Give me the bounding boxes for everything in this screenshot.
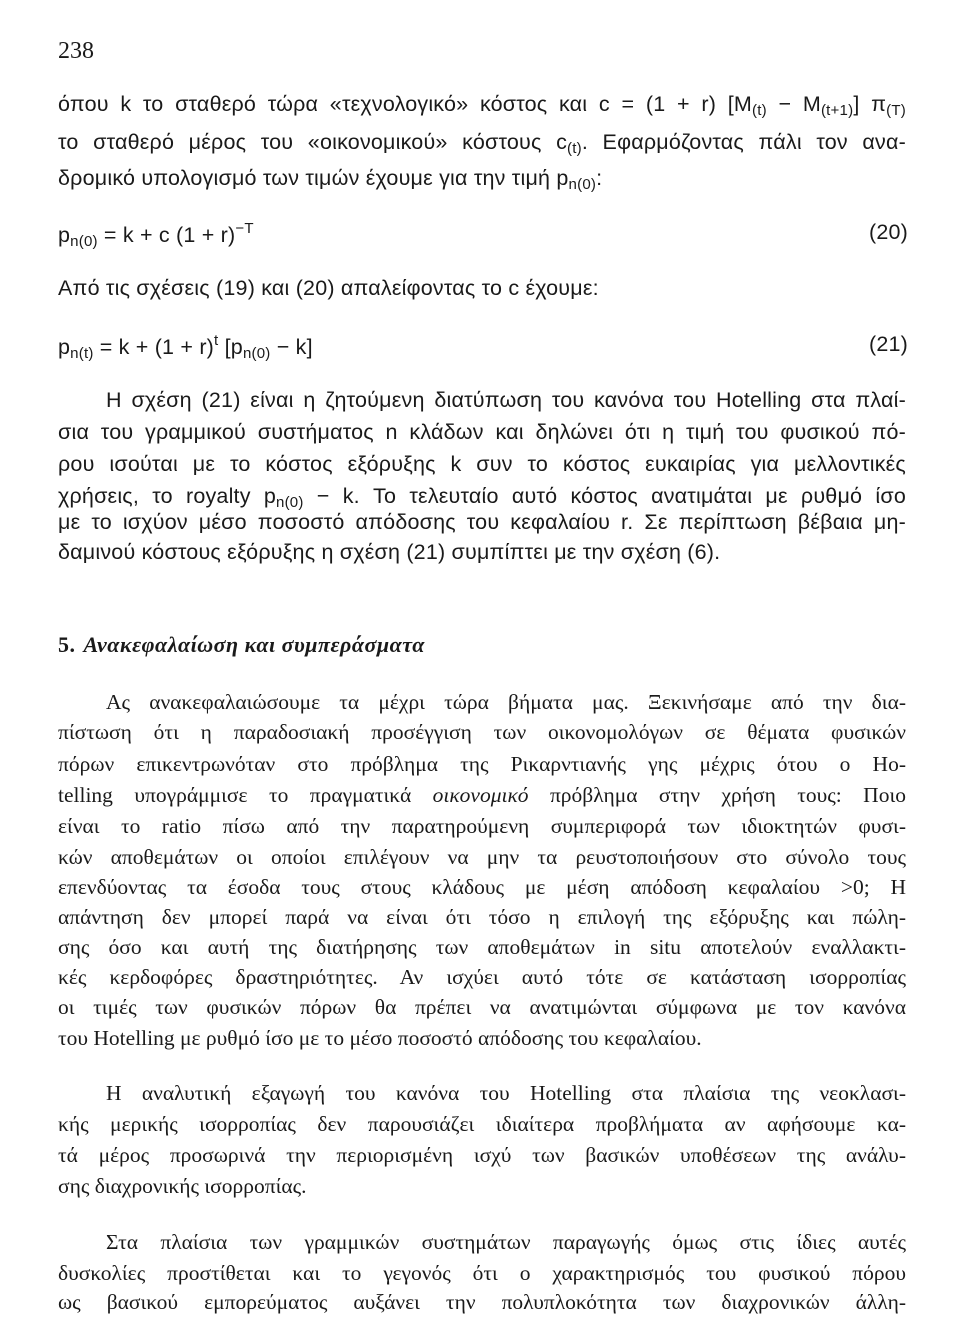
text-line: πίστωση ότι η παραδοσιακή προσέγγιση των οικονομολόγων σε θέματα φυσικών: [58, 720, 906, 744]
equation-number: (21): [868, 332, 908, 356]
text-line: κής μερικής ισορροπίας δεν παρουσιάζει ιδιαίτερα προβλήματα αν αφήσουμε κα-: [58, 1112, 906, 1136]
text-line: είναι το ratio πίσω από την παρατηρούμενη συμπεριφορά των ιδιοκτητών φυσι-: [58, 814, 906, 838]
text-line: δυσκολίες προστίθεται και το γεγονός ότι ο χαρακτηρισμός του φυσικού πόρου: [58, 1261, 906, 1285]
text-line: Η αναλυτική εξαγωγή του κανόνα του Hotelling στα πλαίσια της νεοκλασι-: [106, 1081, 906, 1105]
equation-number: (20): [868, 220, 908, 244]
text-line: επενδύοντας τα έσοδα τους στους κλάδους με μέση απόδοση κεφαλαίου >0; Η: [58, 875, 906, 899]
page-number: 238: [58, 38, 94, 64]
text-line: απάντηση δεν μπορεί παρά να είναι ότι τόσο η επιλογή της εξόρυξης και πώλη-: [58, 905, 906, 929]
text-line: κές κερδοφόρες δραστηριότητες. Αν ισχύει αυτό τότε σε κατάσταση ισορροπίας: [58, 965, 906, 989]
text-line: σης διαχρονικής ισορροπίας.: [58, 1174, 307, 1198]
text-line: σια του γραμμικού συστήματος n κλάδων και δηλώνει ότι η τιμή του φυσικού πό-: [58, 420, 906, 444]
text-line: όπου k το σταθερό τώρα «τεχνολογικό» κόστος και c = (1 + r) $[M_{(t)} - M_{(t+1)}]$ $\pi_{(T)}$: [58, 92, 906, 119]
text-line: με το ισχύον μέσο ποσοστό απόδοσης του κεφαλαίου r. Σε περίπτωση βέβαια μη-: [58, 510, 906, 534]
text-line: telling υπογράμμισε το πραγματικά οικονομικό πρόβλημα στην χρήση τους: Ποιο: [58, 783, 906, 807]
text-line: Στα πλαίσια των γραμμικών συστημάτων παραγωγής όμως στις ίδιες αυτές: [106, 1230, 906, 1254]
text-line: δρομικό υπολογισμό των τιμών έχουμε για την τιμή $p_{n(0)}$:: [58, 166, 603, 193]
text-line: σης όσο και αυτή της διατήρησης των αποθεμάτων in situ αποτελούν εναλλακτι-: [58, 935, 906, 959]
emphasis: οικονομικό: [432, 783, 529, 807]
text-line: ρου ισούται με το κόστος εξόρυξης k συν το κόστος ευκαιρίας για μελλοντικές: [58, 452, 906, 476]
text-line: ως βασικού εμπορεύματος αυξάνει την πολυπλοκότητα των διαχρονικών άλλη-: [58, 1290, 906, 1314]
text-line: Ας ανακεφαλαιώσουμε τα μέχρι τώρα βήματα μας. Ξεκινήσαμε από την δια-: [106, 690, 906, 714]
text-line: κών αποθεμάτων οι οποίοι επιλέγουν να μην τα ρευστοποιήσουν στο σύνολο τους: [58, 845, 906, 869]
equation-21: $p_{n(t)} = k + (1 + r)^t$ $[p_{n(0)} - k]$ (21): [58, 332, 908, 362]
text-line: οι τιμές των φυσικών πόρων θα πρέπει να ανατιμώνται σύμφωνα με τον κανόνα: [58, 995, 906, 1019]
section-heading: 5. Ανακεφαλαίωση και συμπεράσματα: [58, 632, 425, 657]
text-line: Από τις σχέσεις (19) και (20) απαλείφοντας το c έχουμε:: [58, 276, 599, 300]
text-line: χρήσεις, το royalty $p_{n(0)} - k$. Το τελευταίο αυτό κόστος ανατιμάται με ρυθμό ίσο: [58, 484, 906, 511]
text-line: το σταθερό μέρος του «οικονομικού» κόστους $c_{(t)}$. Εφαρμόζοντας πάλι τον ανα-: [58, 130, 906, 157]
text-line: Η σχέση (21) είναι η ζητούμενη διατύπωση του κανόνα του Hotelling στα πλαί-: [106, 388, 906, 412]
text-line: τά μέρος προσωρινά την περιορισμένη ισχύ των βασικών υποθέσεων της ανάλυ-: [58, 1143, 906, 1167]
text-line: του Hotelling με ρυθμό ίσο με το μέσο ποσοστό απόδοσης του κεφαλαίου.: [58, 1026, 702, 1050]
text-line: πόρων επικεντρωνόταν στο πρόβλημα της Ρικαρντιανής γης μέχρις ότου ο Ηο-: [58, 752, 906, 776]
text-line: δαμινού κόστους εξόρυξης η σχέση (21) συμπίπτει με την σχέση (6).: [58, 540, 721, 564]
equation-20: $p_{n(0)} = k + c$ $(1 + r)^{-T}$ (20): [58, 220, 908, 250]
